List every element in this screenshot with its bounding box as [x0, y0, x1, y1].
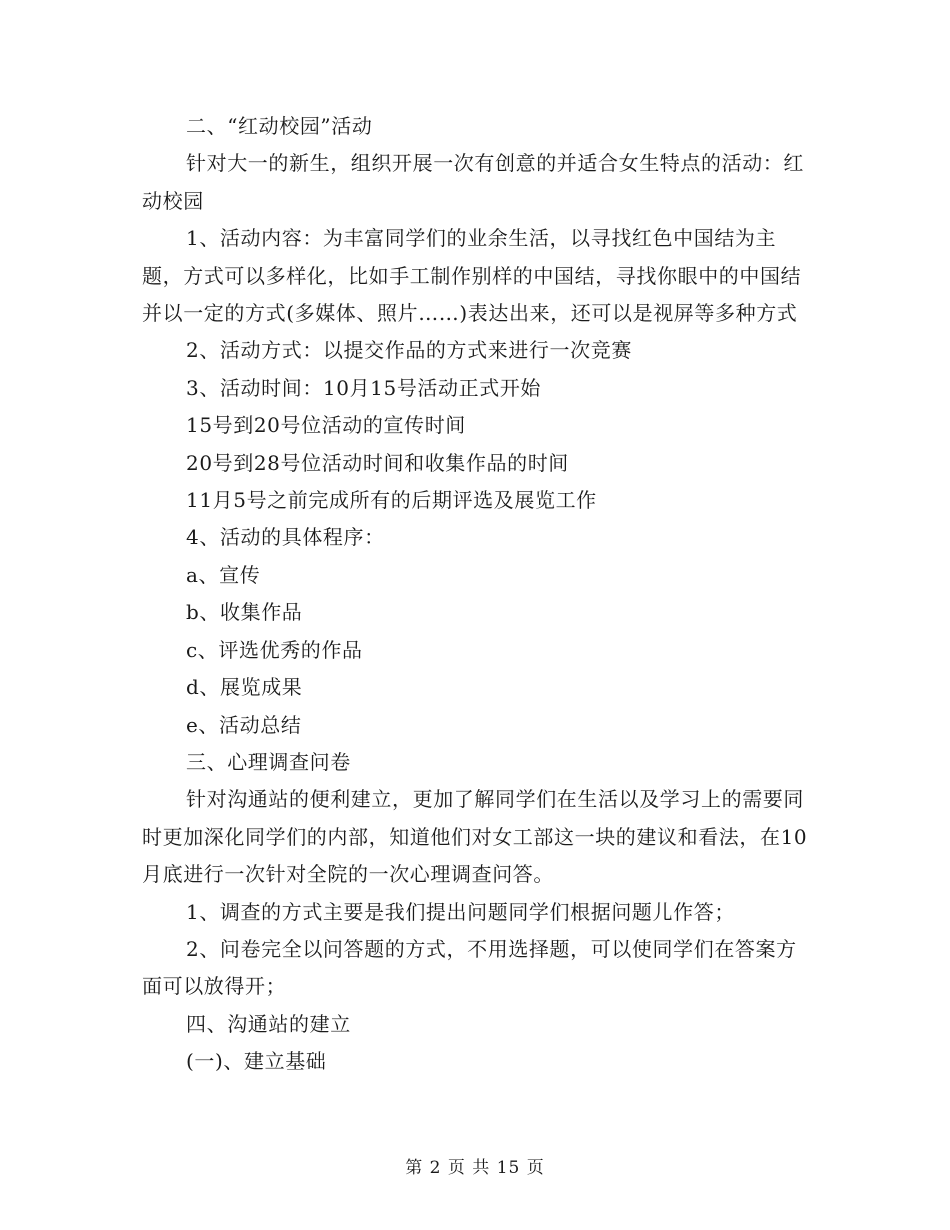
- list-item: d、展览成果: [186, 675, 303, 700]
- section-heading-2: 二、“红动校园”活动: [186, 114, 373, 138]
- section-heading-4: 四、沟通站的建立: [186, 1011, 351, 1036]
- paragraph: 针对沟通站的便利建立，更加了解同学们在生活以及学习上的需要同时更加深化同学们的内部，知道他们对女工部这一块的建议和看法，在10月底进行一次针对全院的一次心理调查问答。: [142, 787, 808, 887]
- document-body: [142, 108, 810, 1081]
- list-item: b、收集作品: [186, 600, 303, 625]
- paragraph: 20号到28号位活动时间和收集作品的时间: [186, 450, 569, 475]
- paragraph: 3、活动时间：10月15号活动正式开始: [186, 375, 542, 400]
- paragraph: 4、活动的具体程序：: [186, 525, 385, 550]
- paragraph: 15号到20号位活动的宣传时间: [186, 413, 466, 438]
- paragraph: 1、活动内容：为丰富同学们的业余生活，以寻找红色中国结为主题，方式可以多样化，比如手工制作别样的中国结，寻找你眼中的中国结并以一定的方式(多媒体、照片……)表达出来，还可以是视屏等多种方式: [142, 226, 802, 326]
- section-heading-3: 三、心理调查问卷: [186, 749, 351, 774]
- page-footer: 第 2 页 共 15 页: [405, 1158, 545, 1178]
- paragraph: 11月5号之前完成所有的后期评选及展览工作: [186, 488, 597, 513]
- paragraph: 2、问卷完全以问答题的方式，不用选择题，可以使同学们在答案方面可以放得开；: [142, 936, 797, 999]
- list-item: c、评选优秀的作品: [186, 637, 363, 662]
- list-item: e、活动总结: [186, 712, 302, 737]
- paragraph: 2、活动方式：以提交作品的方式来进行一次竞赛: [186, 338, 632, 363]
- paragraph: 1、调查的方式主要是我们提出问题同学们根据问题儿作答；: [186, 899, 735, 924]
- paragraph: 针对大一的新生，组织开展一次有创意的并适合女生特点的活动：红动校园: [142, 151, 804, 213]
- subsection-heading: (一)、建立基础: [186, 1049, 327, 1074]
- list-item: a、宣传: [186, 562, 261, 587]
